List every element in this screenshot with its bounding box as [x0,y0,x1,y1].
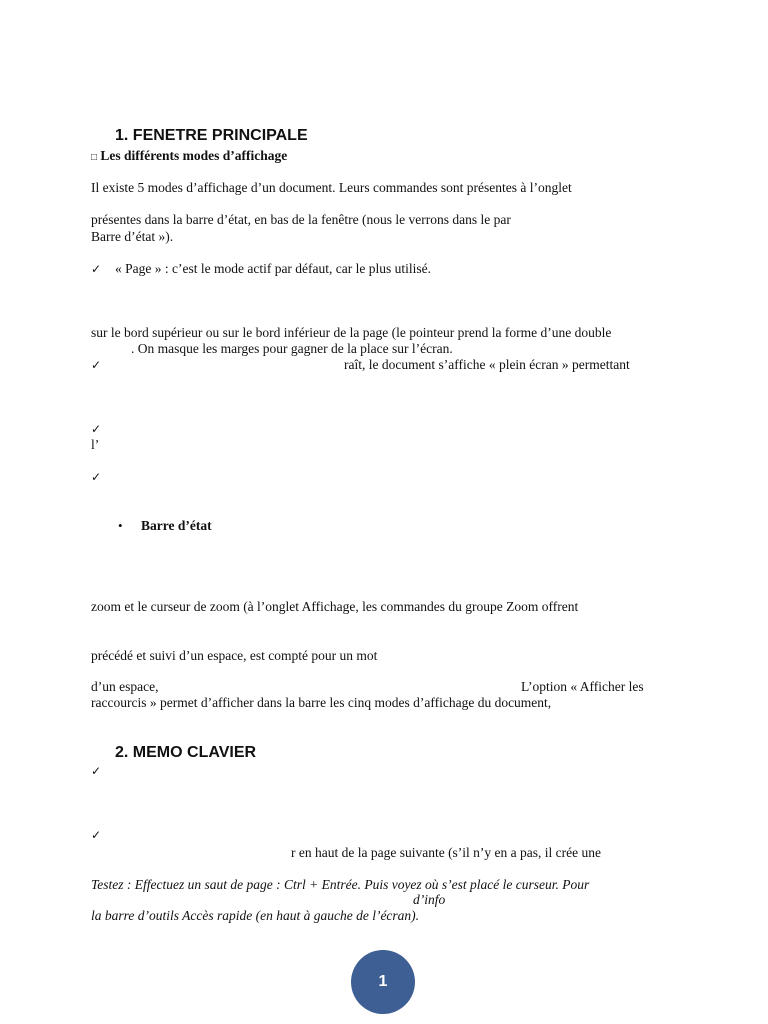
missing-glyph-icon: □ [91,152,98,163]
paragraph: L’option « Afficher les [521,679,644,694]
checkmark-icon: ✓ [91,828,102,842]
test-instruction: Testez : Effectuez un saut de page : Ctrl + Entrée. Puis voyez où s’est placé le curseur. Pour [91,877,590,892]
paragraph: sur le bord supérieur ou sur le bord inférieur de la page (le pointeur prend la forme d’une double [91,325,612,340]
bullet-icon: • [118,518,123,533]
subheading-modes [91,148,287,166]
page-number-badge [351,950,415,1014]
paragraph: Barre d’état »). [91,229,174,244]
test-instruction: d’info [413,892,446,907]
paragraph: raccourcis » permet d’afficher dans la barre les cinq modes d’affichage du document, [91,695,552,710]
text-fragment: l’ [91,437,100,452]
page-number: 1 [378,973,388,990]
checkmark-icon: ✓ [91,262,102,276]
checklist-item: « Page » : c’est le mode actif par défaut, car le plus utilisé. [115,261,432,276]
section-1-heading: 1. FENETRE PRINCIPALE [115,127,308,144]
checkmark-icon: ✓ [91,422,102,436]
barre-etat-label: Barre d’état [141,518,212,533]
checklist-item: raît, le document s’affiche « plein écran » permettant [344,357,630,372]
subheading-text: Les différents modes d’affichage [100,148,288,163]
paragraph: présentes dans la barre d’état, en bas de la fenêtre (nous le verrons dans le par [91,212,511,227]
checkmark-icon: ✓ [91,470,102,484]
paragraph: d’un espace, [91,679,159,694]
checkmark-icon: ✓ [91,764,102,778]
paragraph: . On masque les marges pour gagner de la place sur l’écran. [131,341,453,356]
paragraph: zoom et le curseur de zoom (à l’onglet Affichage, les commandes du groupe Zoom offrent [91,599,579,614]
section-2-heading: 2. MEMO CLAVIER [115,744,257,761]
paragraph: r en haut de la page suivante (s’il n’y en a pas, il crée une [291,845,601,860]
paragraph: Il existe 5 modes d’affichage d’un document. Leurs commandes sont présentes à l’onglet [91,180,572,195]
paragraph: précédé et suivi d’un espace, est compté pour un mot [91,648,378,663]
test-instruction: la barre d’outils Accès rapide (en haut à gauche de l’écran). [91,908,420,923]
checkmark-icon: ✓ [91,358,102,372]
